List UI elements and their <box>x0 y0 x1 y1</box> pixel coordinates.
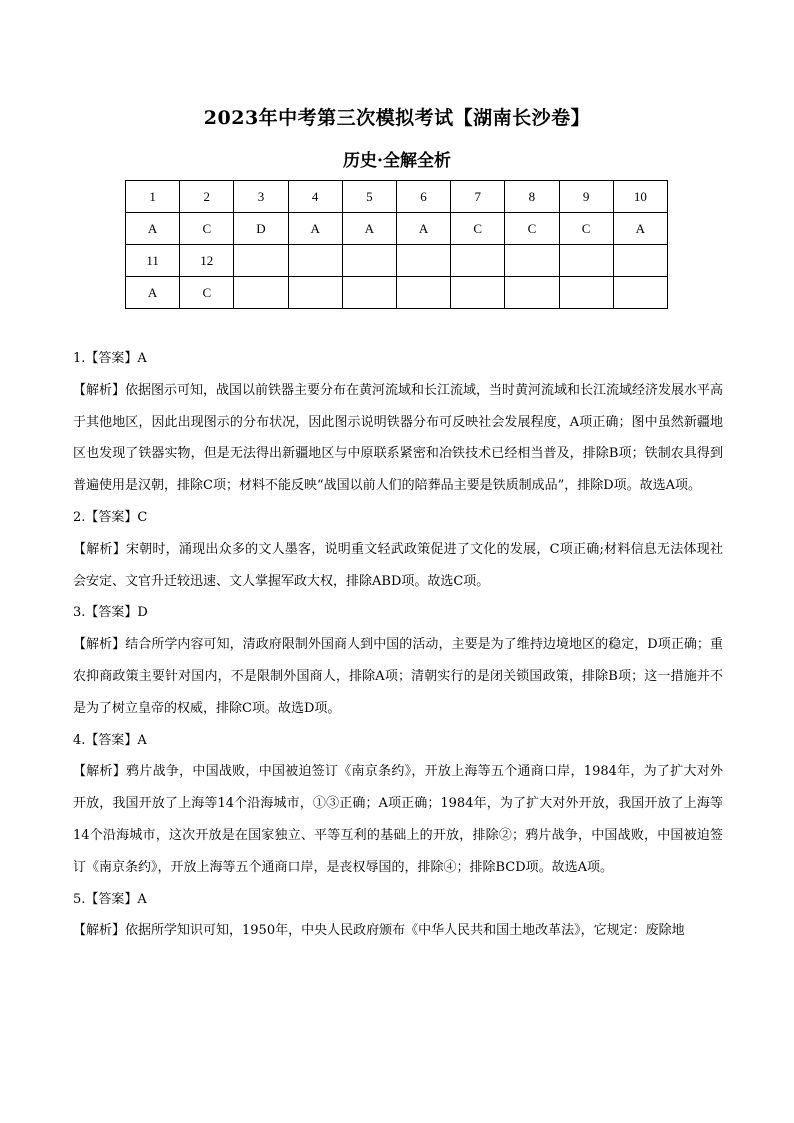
table-cell <box>559 245 613 277</box>
table-cell: 6 <box>396 181 450 213</box>
answer-label-1: 1.【答案】A <box>73 351 147 366</box>
table-cell <box>288 277 342 309</box>
table-cell: 5 <box>342 181 396 213</box>
answer-label-5: 5.【答案】A <box>73 891 147 907</box>
answer-table <box>125 180 668 309</box>
table-cell: 12 <box>180 245 234 277</box>
table-cell: 11 <box>126 245 180 277</box>
table-cell <box>234 245 288 277</box>
table-cell: 4 <box>288 181 342 213</box>
table-cell <box>505 277 559 309</box>
table-cell <box>505 245 559 277</box>
table-cell <box>613 245 667 277</box>
table-cell <box>342 277 396 309</box>
table-cell: C <box>180 277 234 309</box>
table-cell: C <box>451 213 505 245</box>
table-cell <box>234 277 288 309</box>
table-cell: 3 <box>234 181 288 213</box>
answer-label-2: 2.【答案】C <box>73 509 148 525</box>
table-cell <box>613 277 667 309</box>
document-title: 2023年中考第三次模拟考试【湖南长沙卷】 <box>203 107 591 129</box>
table-row <box>126 245 668 277</box>
table-cell: 2 <box>180 181 234 213</box>
analysis-paragraph-3: 【解析】结合所学内容可知，清政府限制外国商人到中国的活动，主要是为了维持边境地区的稳定，D项正确；重农抑商政策主要针对国内，不是限制外国商人，排除A项；清朝实行的是闭关锁国政策，排除B项；这一措施并不是为了树立皇帝的权威，排除C项。故选D项。 <box>73 637 723 716</box>
table-cell <box>396 277 450 309</box>
answer-label-4: 4.【答案】A <box>73 732 147 748</box>
analysis-paragraph-1: 【解析】依据图示可知，战国以前铁器主要分布在黄河流域和长江流域，当时黄河流域和长江流域经济发展水平高于其他地区，因此出现图示的分布状况，因此图示说明铁器分布可反映社会发展程度，A项正确；图中虽然新疆地区也发现了铁器实物，但是无法得出新疆地区与中原联系紧密和冶铁技术已经相当普及，排除B项；铁制农具得到普遍使用是汉朝，排除C项；材料不能反映“战国以前人们的陪葬品主要是铁质制成品”，排除D项。故选A项。 <box>73 382 724 494</box>
table-cell: 8 <box>505 181 559 213</box>
table-cell <box>451 245 505 277</box>
table-cell: 10 <box>613 181 667 213</box>
table-row <box>126 181 668 213</box>
document-subtitle: 历史·全解全析 <box>343 151 451 171</box>
table-cell: C <box>505 213 559 245</box>
table-cell <box>396 245 450 277</box>
table-cell: A <box>613 213 667 245</box>
analysis-paragraph-2: 【解析】宋朝时，涌现出众多的文人墨客，说明重文轻武政策促进了文化的发展，C项正确;材料信息无法体现社会安定、文官升迁较迅速、文人掌握军政大权，排除ABD项。故选C项。 <box>73 541 723 589</box>
table-cell <box>342 245 396 277</box>
table-row <box>126 277 668 309</box>
table-cell: A <box>126 277 180 309</box>
table-cell: A <box>396 213 450 245</box>
analysis-paragraph-5: 【解析】依据所学知识可知，1950年，中央人民政府颁布《中华人民共和国土地改革法》，它规定：废除地 <box>73 923 685 939</box>
table-row <box>126 213 668 245</box>
table-cell: A <box>288 213 342 245</box>
table-cell <box>559 277 613 309</box>
solutions-body <box>73 343 723 947</box>
table-cell: C <box>559 213 613 245</box>
table-cell: A <box>342 213 396 245</box>
table-cell: 7 <box>451 181 505 213</box>
analysis-paragraph-4: 【解析】鸦片战争，中国战败，中国被迫签订《南京条约》，开放上海等五个通商口岸，1984年，为了扩大对外开放，我国开放了上海等14个沿海城市，①③正确；A项正确；1984年，为了扩大对外开放，我国开放了上海等14个沿海城市，这次开放是在国家独立、平等互利的基础上的开放，排除②；鸦片战争，中国战败，中国被迫签订《南京条约》，开放上海等五个通商口岸，是丧权辱国的，排除④；排除BCD项。故选A项。 <box>73 764 723 875</box>
table-cell: 1 <box>126 181 180 213</box>
table-cell: D <box>234 213 288 245</box>
table-cell <box>451 277 505 309</box>
table-cell: 9 <box>559 181 613 213</box>
table-cell <box>288 245 342 277</box>
table-cell: C <box>180 213 234 245</box>
answer-label-3: 3.【答案】D <box>73 605 148 621</box>
table-cell: A <box>126 213 180 245</box>
